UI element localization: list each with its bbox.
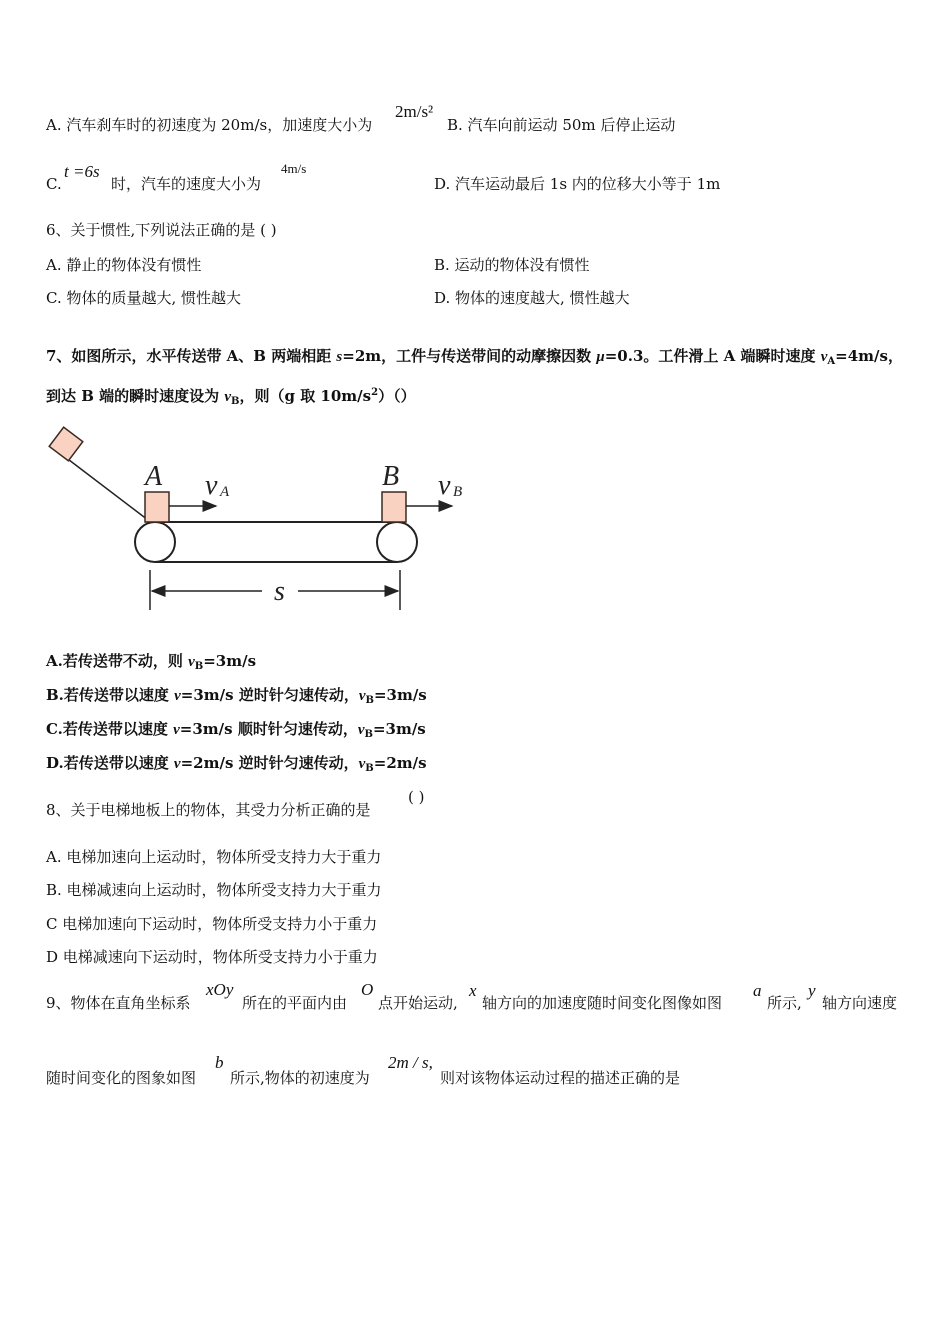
pulley-right: [377, 522, 417, 562]
q5-option-c-text: 时，汽车的速度大小为: [111, 175, 262, 193]
q5-option-c-label: C.: [46, 175, 62, 193]
q9-line1-b: 所在的平面内由: [242, 994, 348, 1012]
q7-option-b: B.若传送带以速度 v=3m/s 逆时针匀速传动，$v_B=3m/s$: [46, 686, 427, 706]
q9-math-o: O: [361, 980, 374, 999]
q9-math-x: x: [469, 981, 477, 1000]
q8-option-a: A. 电梯加速向上运动时，物体所受支持力大于重力: [46, 848, 382, 866]
q9-math-a: a: [753, 981, 762, 1000]
q9-line2-a: 随时间变化的图象如图: [46, 1069, 197, 1087]
q5-option-a-text: A. 汽车刹车时的初速度为 20m/s，加速度大小为: [46, 116, 373, 134]
q9-line1-a: 9、物体在直角坐标系: [46, 994, 191, 1012]
q7-option-d: D.若传送带以速度 v=2m/s 逆时针匀速传动，$v_B=2m/s$: [46, 754, 427, 774]
q9-math-b: b: [215, 1053, 224, 1072]
q9-line1-f: 轴方向速度: [822, 994, 898, 1012]
q9-line2-c: 则对该物体运动过程的描述正确的是: [440, 1069, 681, 1087]
q9-math-y: y: [808, 981, 816, 1000]
q8-option-c: C 电梯加速向下运动时，物体所受支持力小于重力: [46, 915, 378, 933]
q6-option-d: D. 物体的速度越大, 惯性越大: [434, 289, 630, 307]
label-vb-sub: B: [453, 484, 463, 500]
block-b: [382, 492, 406, 522]
q8-answer-paren: ( ): [408, 788, 425, 806]
q7-stem-line2: 到达 B 端的瞬时速度设为 $v_B$，则（g 取 $10m/s^2)()$: [46, 387, 416, 407]
q5-option-a-math: 2m/s²: [395, 102, 434, 121]
q8-option-b: B. 电梯减速向上运动时，物体所受支持力大于重力: [46, 881, 382, 899]
label-va-sub: A: [220, 484, 230, 500]
q6-option-a: A. 静止的物体没有惯性: [46, 256, 202, 274]
q9-line1-c: 点开始运动,: [378, 994, 458, 1012]
label-b: B: [382, 461, 400, 492]
q6-option-b: B. 运动的物体没有惯性: [434, 256, 590, 274]
q6-option-c: C. 物体的质量越大, 惯性越大: [46, 289, 242, 307]
incline-block: [49, 427, 83, 461]
label-va: v: [205, 470, 218, 501]
q5-option-c-math: t =6s: [64, 162, 100, 181]
q5-option-b: B. 汽车向前运动 50m 后停止运动: [447, 116, 676, 134]
q9-math-xoy: xOy: [206, 980, 234, 999]
label-a: A: [145, 461, 163, 492]
q6-stem: 6、关于惯性,下列说法正确的是 ( ): [46, 221, 277, 239]
q9-line1-e: 所示,: [767, 994, 802, 1012]
q8-option-d: D 电梯减速向下运动时，物体所受支持力小于重力: [46, 948, 378, 966]
q7-option-a: A.若传送带不动，则 $v_B=3m/s$: [46, 652, 257, 672]
q5-option-d: D. 汽车运动最后 1s 内的位移大小等于 1m: [434, 175, 721, 193]
block-a: [145, 492, 169, 522]
q8-stem: 8、关于电梯地板上的物体，其受力分析正确的是: [46, 801, 371, 819]
q9-line1-d: 轴方向的加速度随时间变化图像如图: [482, 994, 723, 1012]
label-s: s: [274, 576, 285, 607]
q9-math-velocity: 2m / s,: [388, 1053, 433, 1072]
q5-option-c-math2: 4m/s: [281, 161, 307, 176]
label-vb: v: [438, 470, 451, 501]
q7-stem-line1: 7、如图所示，水平传送带 A、B 两端相距 s=2m，工件与传送带间的动摩擦因数 μ=0.3。工件滑上 A 端瞬时速度 $v_A=4m/s$，: [46, 347, 903, 367]
q7-option-c: C.若传送带以速度 v=3m/s 顺时针匀速传动，$v_B=3m/s$: [46, 720, 426, 740]
q9-line2-b: 所示,物体的初速度为: [230, 1069, 370, 1087]
pulley-left: [135, 522, 175, 562]
